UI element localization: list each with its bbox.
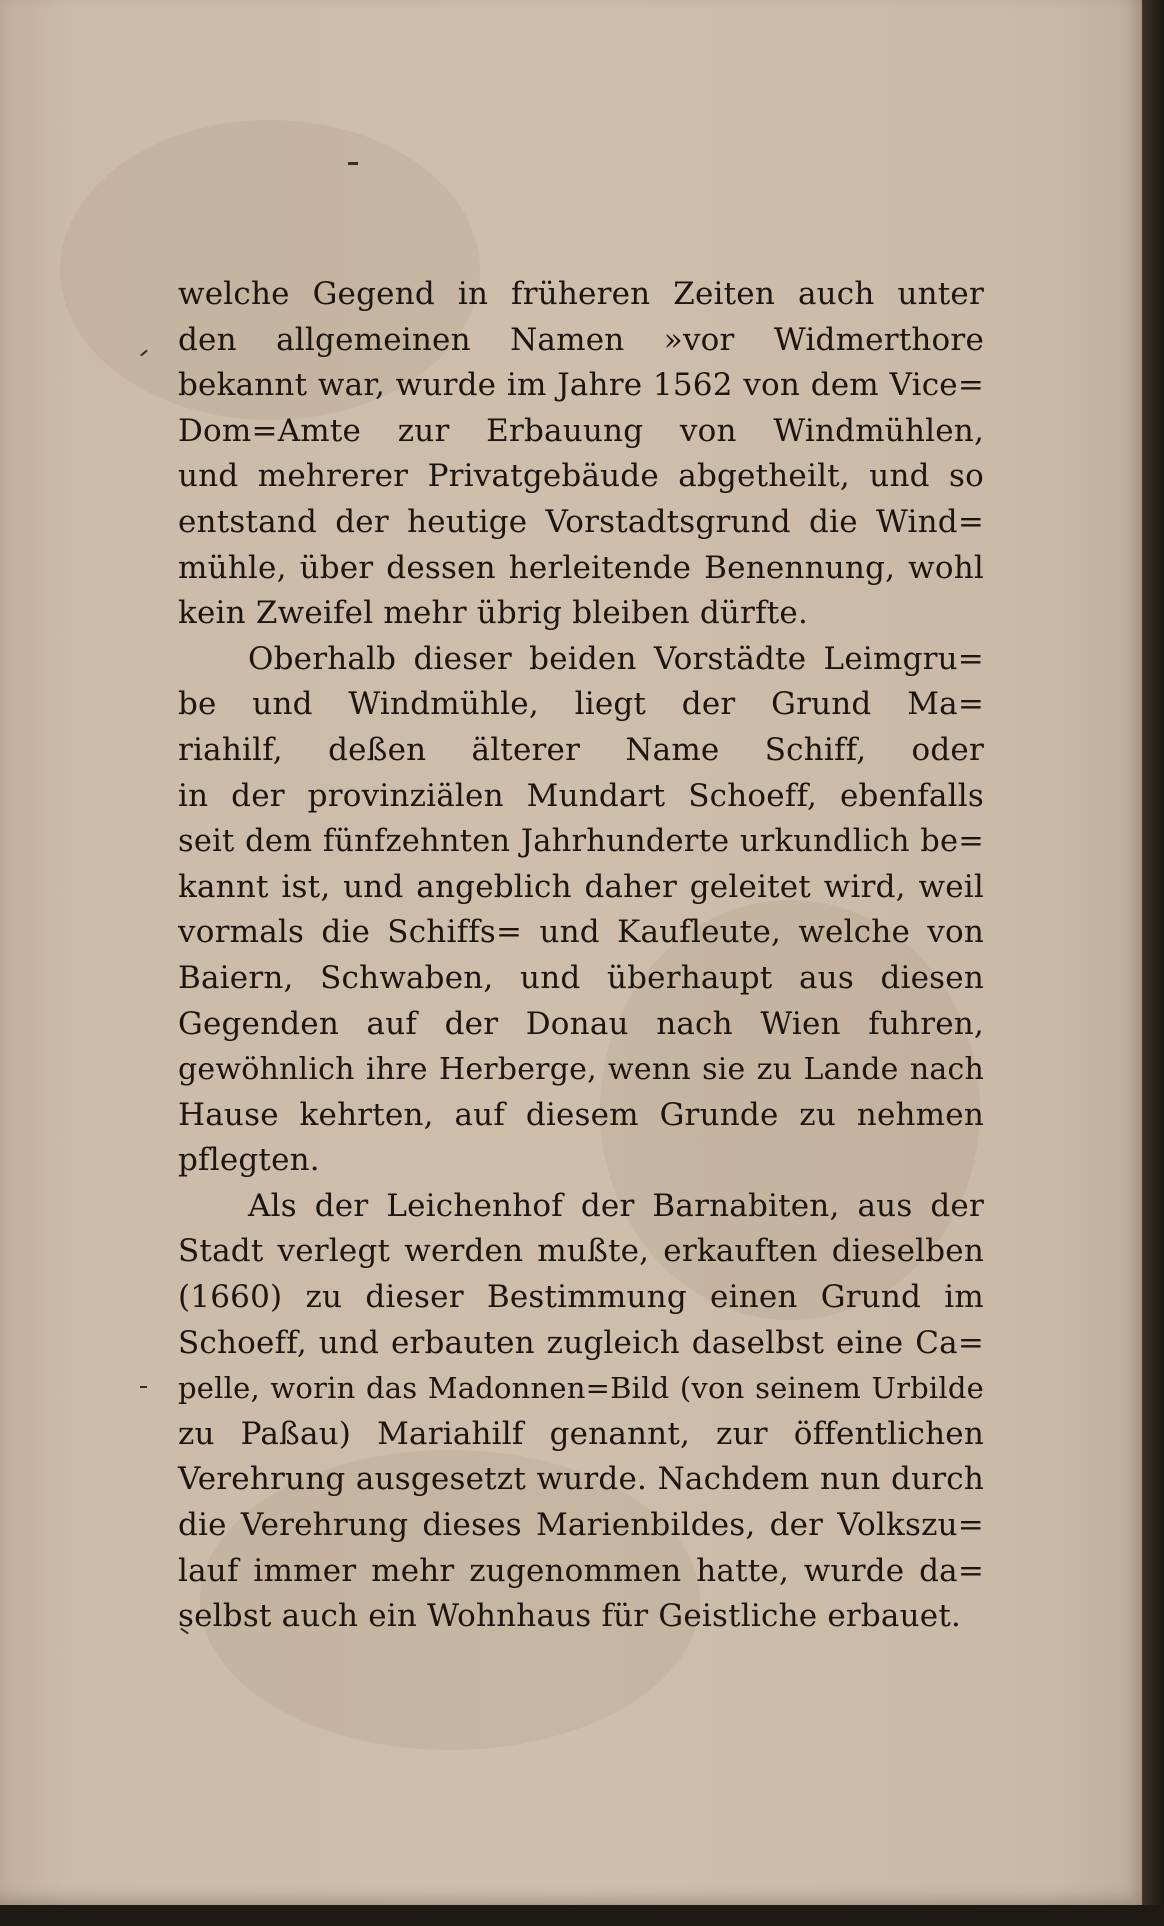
- text-line-17: Gegenden auf der Donau nach Wien fuhren,: [178, 1005, 984, 1042]
- text-line-14: kannt ist, und angeblich daher geleitet wird, weil: [178, 868, 984, 905]
- text-line-1: welche Gegend in früheren Zeiten auch unter: [178, 276, 984, 312]
- text-line-12: in der provinziälen Mundart Schoeff, ebenfalls: [178, 777, 984, 814]
- text-line-4: Dom=Amte zur Erbauung von Windmühlen,: [178, 412, 984, 449]
- text-line-15: vormals die Schiffs= und Kaufleute, welche von: [178, 914, 984, 951]
- ink-speck: [348, 162, 358, 165]
- text-line-22: Stadt verlegt werden mußte, erkauften dieselben: [178, 1233, 984, 1270]
- page-edge-right: [1142, 0, 1164, 1926]
- text-line-29: lauf immer mehr zugenommen hatte, wurde da=: [178, 1552, 984, 1589]
- text-line-13: seit dem fünfzehnten Jahrhunderte urkundlich be=: [178, 824, 984, 860]
- text-line-23: (1660) zu dieser Bestimmung einen Grund im: [178, 1279, 984, 1316]
- text-line-19: Hause kehrten, auf diesem Grunde zu nehmen: [178, 1096, 984, 1133]
- text-line-9: Oberhalb dieser beiden Vorstädte Leimgru=: [248, 640, 984, 677]
- text-line-21: Als der Leichenhof der Barnabiten, aus der: [248, 1187, 984, 1224]
- text-line-10: be und Windmühle, liegt der Grund Ma=: [178, 686, 984, 723]
- text-line-3: bekannt war, wurde im Jahre 1562 von dem Vice=: [178, 367, 984, 404]
- text-line-5: und mehrerer Privatgebäude abgetheilt, und so: [178, 458, 984, 495]
- text-line-25: pelle, worin das Madonnen=Bild (von seinem Urbilde: [178, 1371, 984, 1406]
- text-line-20: pflegten.: [178, 1142, 320, 1179]
- text-line-2: den allgemeinen Namen »vor Widmerthore: [178, 321, 984, 358]
- text-line-8: kein Zweifel mehr übrig bleiben dürfte.: [178, 595, 808, 632]
- text-line-27: Verehrung ausgesetzt wurde. Nachdem nun durch: [178, 1461, 984, 1498]
- page-text: [178, 272, 984, 1640]
- text-line-30: selbst auch ein Wohnhaus für Geistliche erbauet.: [178, 1598, 962, 1635]
- text-line-6: entstand der heutige Vorstadtsgrund die Wind=: [178, 503, 984, 540]
- text-line-28: die Verehrung dieses Marienbildes, der Volkszu=: [178, 1507, 984, 1544]
- text-line-24: Schoeff, und erbauten zugleich daselbst eine Ca=: [178, 1324, 984, 1361]
- ink-speck: [140, 1386, 147, 1388]
- text-line-16: Baiern, Schwaben, und überhaupt aus diesen: [178, 959, 984, 996]
- page-edge-bottom: [0, 1905, 1164, 1926]
- text-line-26: zu Paßau) Mariahilf genannt, zur öffentlichen: [178, 1415, 984, 1452]
- text-line-7: mühle, über dessen herleitende Benennung, wohl: [178, 549, 984, 586]
- text-line-11: riahilf, deßen älterer Name Schiff, oder: [178, 731, 984, 768]
- text-line-18: gewöhnlich ihre Herberge, wenn sie zu Lande nach: [178, 1052, 984, 1088]
